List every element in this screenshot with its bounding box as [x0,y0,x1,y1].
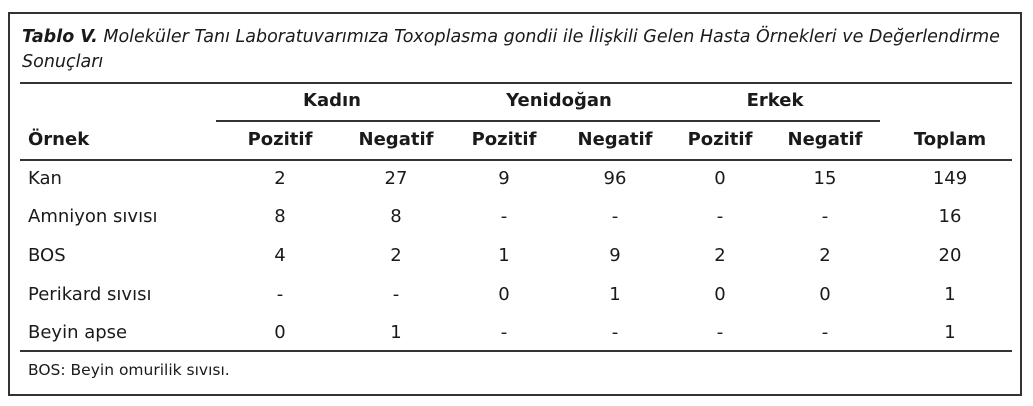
table-cell: 1 [609,284,621,305]
table-cell: - [821,206,829,227]
table-cell: 8 [274,206,286,227]
table-cell: 9 [609,245,621,266]
table-cell: 2 [390,245,402,266]
table-cell: 27 [384,168,408,189]
row-label: BOS [28,245,66,266]
table-cell: 2 [819,245,831,266]
table-cell: - [500,206,508,227]
table-footnote: BOS: Beyin omurilik sıvısı. [28,361,230,379]
table-cell-total: 149 [932,168,968,189]
table-cell-total: 20 [938,245,962,266]
table-cell: 0 [819,284,831,305]
top-rule [20,82,1012,84]
row-label: Kan [28,168,62,189]
group-header-kadin: Kadın [303,90,361,111]
table-cell-total: 16 [938,206,962,227]
table-cell: 0 [274,322,286,343]
table-caption [22,25,1002,75]
table-cell: - [716,322,724,343]
table-cell: - [716,206,724,227]
table-cell: 2 [274,168,286,189]
table-cell: 8 [390,206,402,227]
table-cell: 0 [498,284,510,305]
subheader-pozitif: Pozitif [247,129,313,150]
bottom-rule [20,350,1012,352]
row-label-header: Örnek [28,129,90,150]
row-label: Beyin apse [28,322,128,343]
subheader-pozitif: Pozitif [471,129,537,150]
header-rule [20,159,1012,161]
subheader-pozitif: Pozitif [687,129,753,150]
row-label: Perikard sıvısı [28,284,152,305]
table-cell: 15 [813,168,837,189]
table-cell: - [611,322,619,343]
table-cell: - [500,322,508,343]
caption-lead: Tablo V. [22,27,98,47]
group-header-yenidogan: Yenidoğan [506,90,612,111]
table-cell: 9 [498,168,510,189]
table-cell: 96 [603,168,627,189]
table-cell: 1 [390,322,402,343]
row-label: Amniyon sıvısı [28,206,158,227]
table-cell: 0 [714,284,726,305]
table-cell-total: 1 [944,284,956,305]
subheader-toplam: Toplam [913,129,987,150]
table-cell: 0 [714,168,726,189]
table-cell: - [276,284,284,305]
table-cell: - [611,206,619,227]
caption-text: Moleküler Tanı Laboratuvarımıza Toxoplasma gondii ile İlişkili Gelen Hasta Örnekleri ve Değerlendirme Sonuçları [22,27,1000,72]
subheader-negatif: Negatif [358,129,434,150]
table-cell: 4 [274,245,286,266]
table-cell-total: 1 [944,322,956,343]
subheader-negatif: Negatif [787,129,863,150]
subheader-negatif: Negatif [577,129,653,150]
table-cell: 1 [498,245,510,266]
table-cell: - [392,284,400,305]
table-cell: 2 [714,245,726,266]
table-cell: - [821,322,829,343]
group-rule [216,120,880,122]
group-header-erkek: Erkek [746,90,804,111]
